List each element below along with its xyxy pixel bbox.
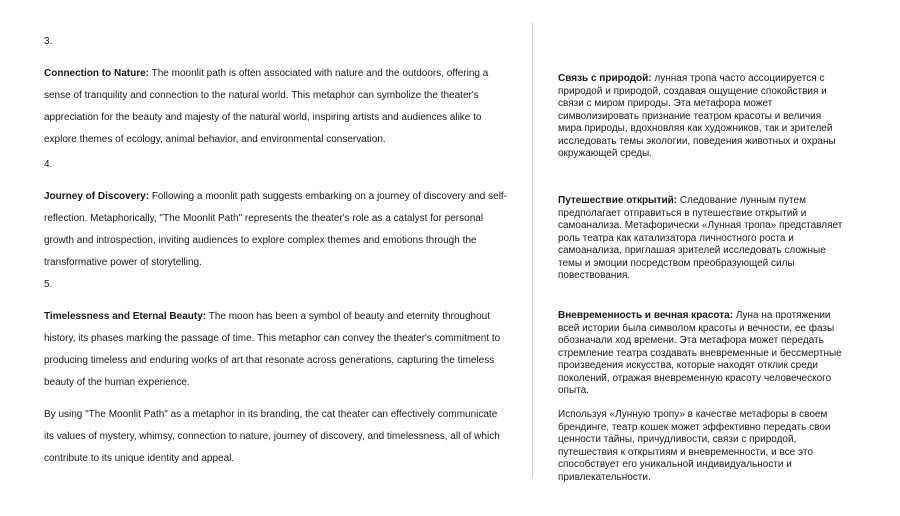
paragraph-vnevremennost [558,310,846,398]
paragraph-svyaz-s-prirodoy [558,73,846,161]
column-divider [532,23,533,478]
paragraph-connection-to-nature [44,63,508,151]
paragraph-label: Связь с природой: [558,73,652,84]
paragraph-text: Следование лунным путем предполагает отправиться в путешествие открытий и самоанализа. Метафорически «Лунная тропа» представляет роль театра как катализатора личностного роста и самоанализа, приглашая зрителей исследовать сложные темы и эмоции посредством преобразующей силы повествования. [558,195,843,281]
paragraph-puteshestvie-otkrytiy [558,195,846,283]
paragraph-label: Вневременность и вечная красота: [558,310,734,321]
list-number-4: 4. [44,159,53,170]
paragraph-closing-translation: Используя «Лунную тропу» в качестве метафоры в своем брендинге, театр кошек может эффективно передать свои ценности тайны, причудливости, связи с природой, путешествия к открытиям и вневременности, и все это способствует его уникальной индивидуальности и привлекательности. [558,409,831,483]
paragraph-label: Timelessness and Eternal Beauty: [44,311,207,322]
paragraph-label: Путешествие открытий: [558,195,678,206]
paragraph-label: Connection to Nature: [44,68,149,79]
paragraph-text: The moon has been a symbol of beauty and eternity throughout history, its phases marking the passage of time. This metaphor can convey the theater's commitment to producing timeless and enduring works of art that resonate across generations, capturing the timeless beauty of the human experience. [44,311,501,388]
paragraph-journey-of-discovery [44,186,508,274]
paragraph-timelessness [44,306,508,394]
list-number-5: 5. [44,279,53,290]
paragraph-text: The moonlit path is often associated with nature and the outdoors, offering a sense of tranquility and connection to the natural world. This metaphor can symbolize the theater's appreciation for the beauty and majesty of the natural world, inspiring artists and audiences alike to explore themes of ecology, animal behavior, and environmental conservation. [44,68,489,145]
paragraph-text: Луна на протяжении всей истории была символом красоты и вечности, ее фазы обозначали ход времени. Эта метафора может передать стремление театра создавать вневременные и бессмертные произведения искусства, которые находят отклик среди поколений, отражая вневременную красоту человеческого опыта. [558,310,842,396]
paragraph-text: лунная тропа часто ассоциируется с природой и природой, создавая ощущение спокойствия и связи с миром природы. Эта метафора может символизировать признание театром красоты и величия мира природы, вдохновляя как художников, так и зрителей исследовать темы экологии, поведения животных и охраны окружающей среды. [558,73,836,159]
paragraph-label: Journey of Discovery: [44,191,150,202]
list-number-3: 3. [44,36,53,47]
paragraph-text: Following a moonlit path suggests embarking on a journey of discovery and self-reflection. Metaphorically, "The Moonlit Path" represents the theater's role as a catalyst for personal growth and introspection, inviting audiences to explore complex themes and emotions through the transformative power of storytelling. [44,191,508,268]
paragraph-closing: By using "The Moonlit Path" as a metaphor in its branding, the cat theater can effectively communicate its values of mystery, whimsy, connection to nature, journey of discovery, and timelessness, all of which contribute to its unique identity and appeal. [44,409,500,464]
